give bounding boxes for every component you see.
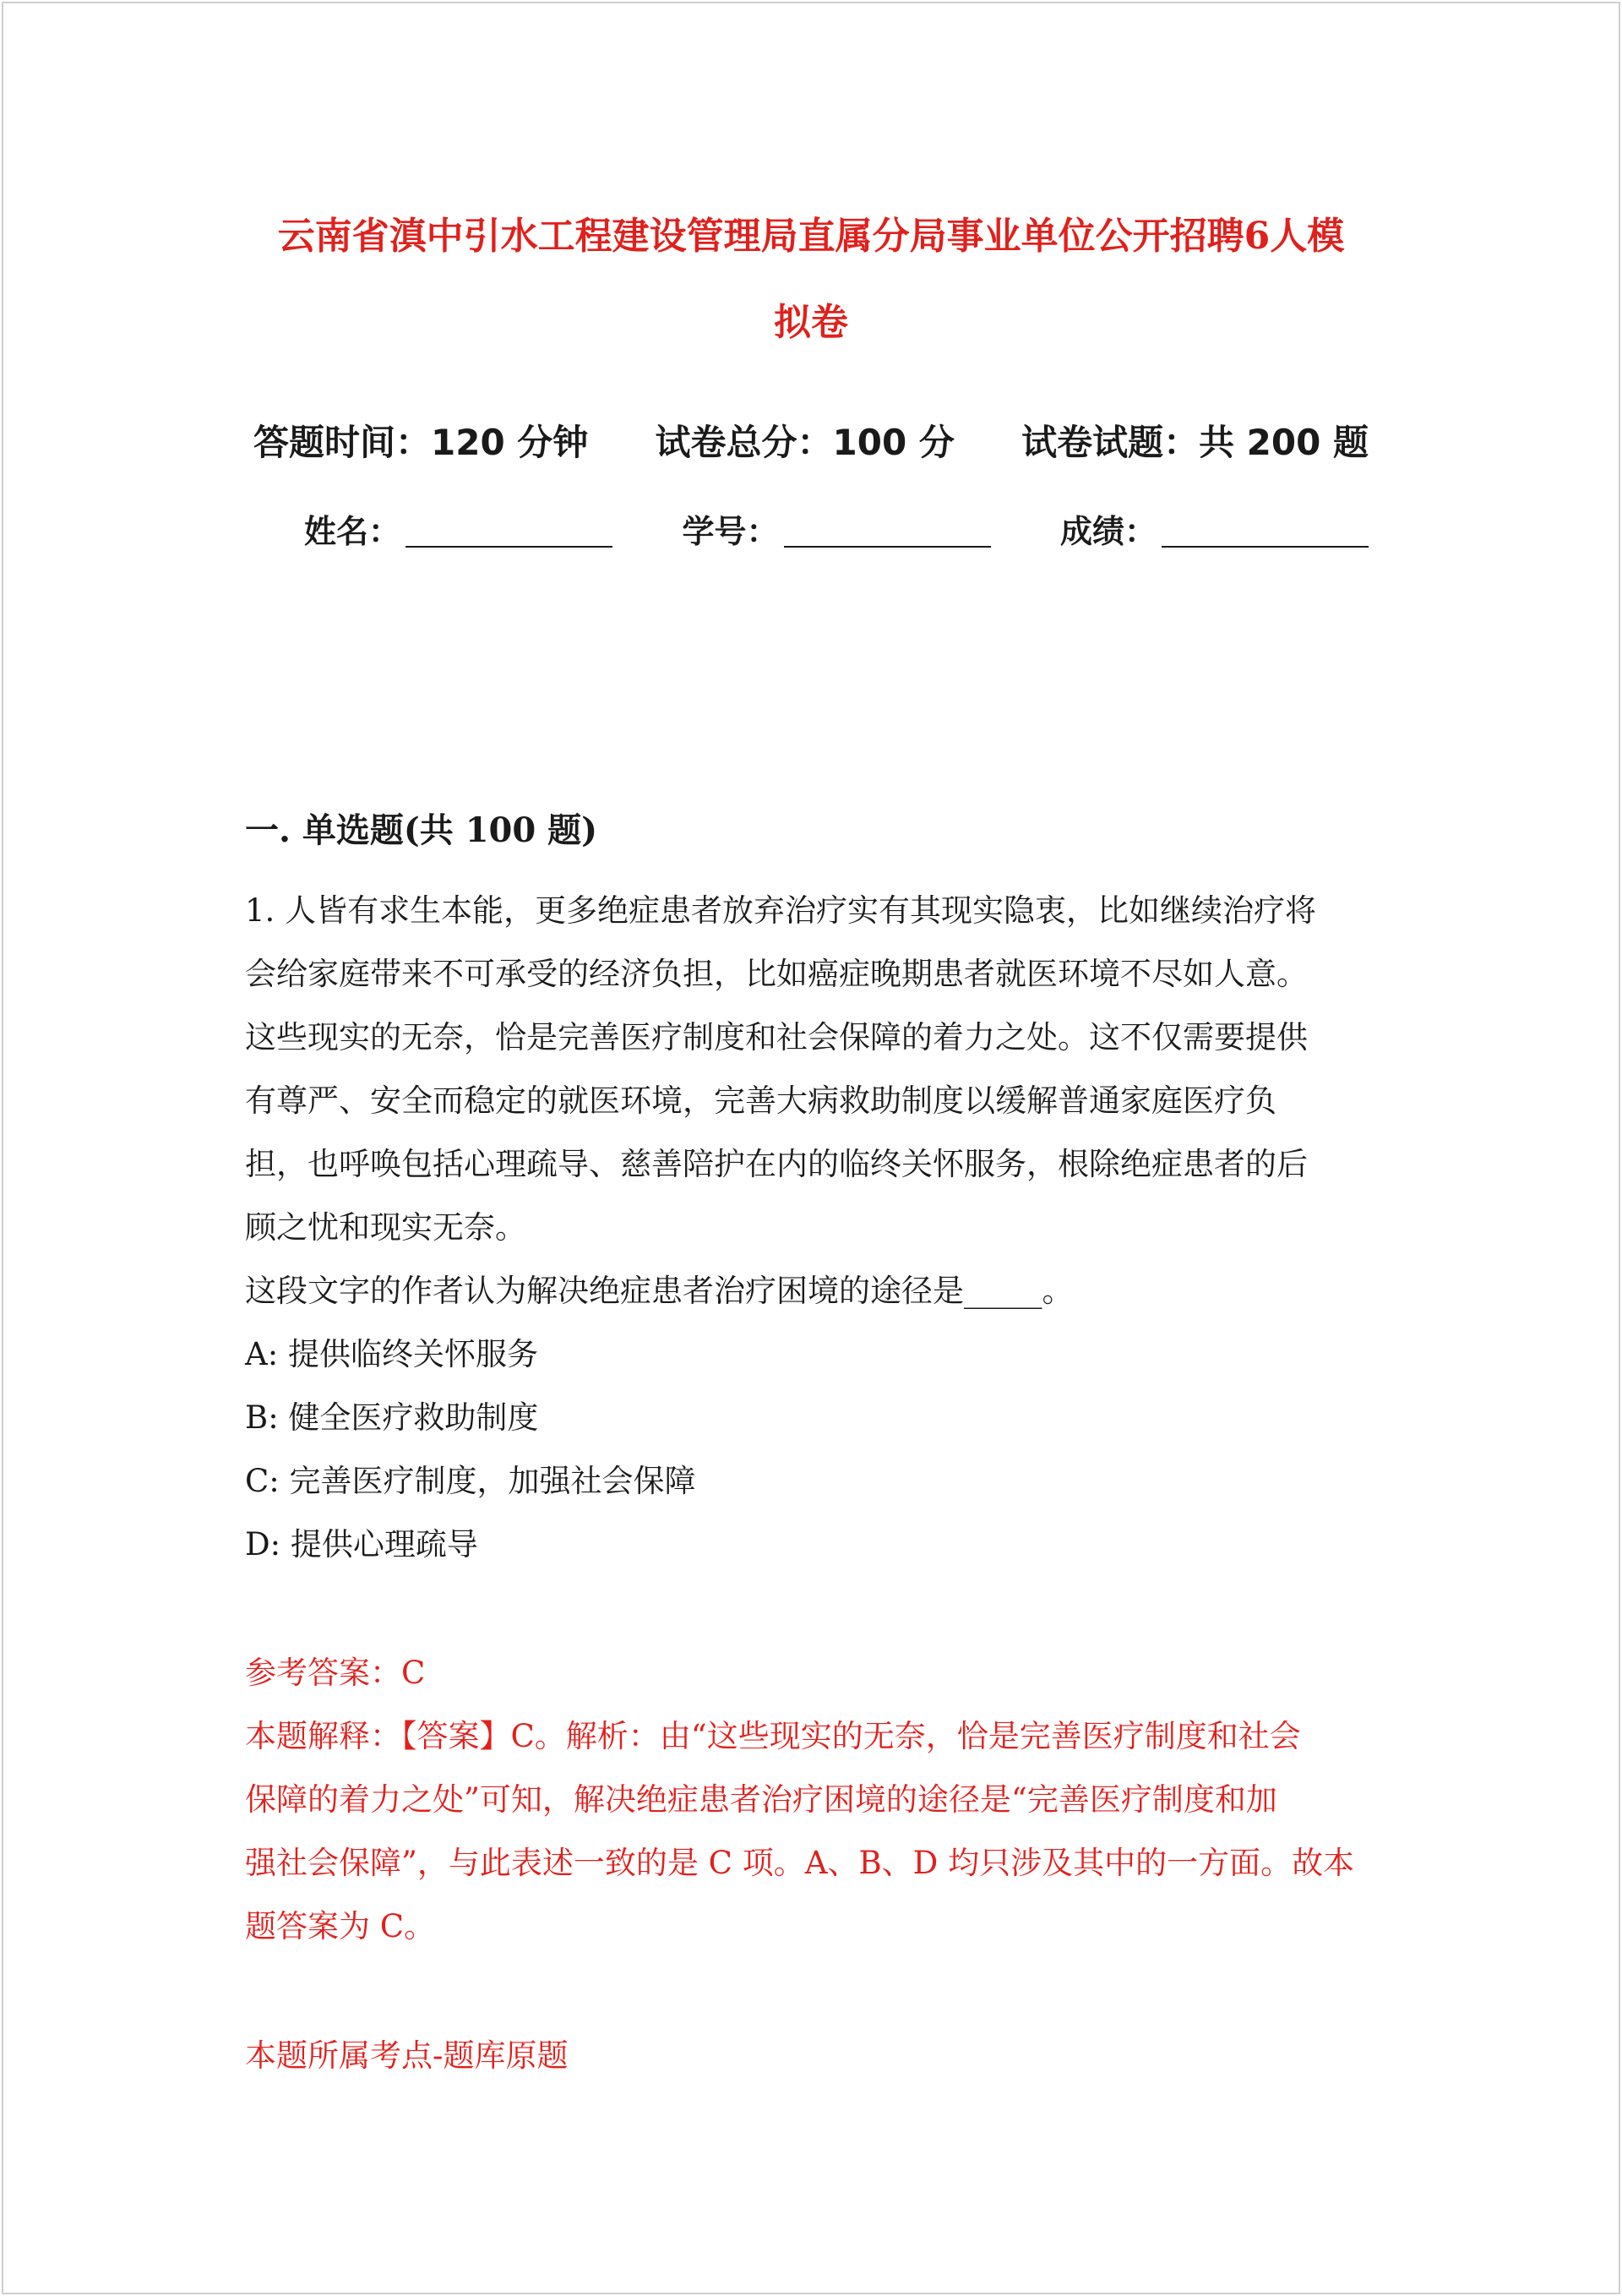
name-label: 姓名： — [304, 513, 401, 550]
explanation-line: 强社会保障”，与此表述一致的是 C 项。A、B、D 均只涉及其中的一方面。故本 — [245, 1845, 1355, 1881]
question-stem — [245, 879, 1377, 1259]
score-blank[interactable] — [1162, 512, 1369, 548]
option-a: A: 提供临终关怀服务 — [245, 1336, 538, 1372]
question-line: 1. 人皆有求生本能，更多绝症患者放弃治疗实有其现实隐衷，比如继续治疗将 — [245, 892, 1317, 929]
name-field — [304, 512, 612, 548]
exam-meta-row — [253, 422, 1369, 463]
question-line: 会给家庭带来不可承受的经济负担，比如癌症晚期患者就医环境不尽如人意。 — [245, 956, 1308, 992]
exam-question-count: 试卷试题：共 200 题 — [1021, 422, 1369, 463]
student-id-blank[interactable] — [784, 512, 991, 548]
question-line: 这些现实的无奈，恰是完善医疗制度和社会保障的着力之处。这不仅需要提供 — [245, 1019, 1308, 1055]
question-line: 担，也呼唤包括心理疏导、慈善陪护在内的临终关怀服务，根除绝症患者的后 — [245, 1146, 1308, 1182]
student-id-field — [682, 512, 990, 548]
question-line: 顾之忧和现实无奈。 — [245, 1209, 526, 1246]
question-prompt: 这段文字的作者认为解决绝症患者治疗困境的途径是_____。 — [245, 1273, 1074, 1309]
score-field — [1060, 512, 1369, 548]
document-title-line-1: 云南省滇中引水工程建设管理局直属分局事业单位公开招聘6人模 — [277, 215, 1345, 258]
document-title-line-2: 拟卷 — [774, 301, 848, 344]
reference-answer: 参考答案：C — [245, 1655, 426, 1691]
exam-total-score: 试卷总分：100 分 — [655, 422, 955, 463]
name-blank[interactable] — [406, 512, 612, 548]
section-heading: 一. 单选题(共 100 题) — [245, 810, 598, 850]
explanation-line: 题答案为 C。 — [245, 1908, 436, 1944]
explanation-line: 保障的着力之处”可知，解决绝症患者治疗困境的途径是“完善医疗制度和加 — [245, 1781, 1277, 1818]
option-b: B: 健全医疗救助制度 — [245, 1399, 539, 1436]
option-d: D: 提供心理疏导 — [245, 1526, 478, 1562]
option-c: C: 完善医疗制度，加强社会保障 — [245, 1463, 696, 1499]
answer-explanation — [245, 1704, 1377, 1958]
knowledge-point: 本题所属考点-题库原题 — [245, 2037, 569, 2074]
exam-time: 答题时间：120 分钟 — [253, 422, 589, 463]
student-fields-row — [304, 512, 1369, 548]
explanation-line: 本题解释：【答案】C。解析：由“这些现实的无奈，恰是完善医疗制度和社会 — [245, 1718, 1301, 1754]
question-line: 有尊严、安全而稳定的就医环境，完善大病救助制度以缓解普通家庭医疗负 — [245, 1083, 1276, 1119]
score-label: 成绩： — [1059, 513, 1157, 550]
answer-options — [245, 1323, 696, 1576]
student-id-label: 学号： — [682, 513, 779, 550]
